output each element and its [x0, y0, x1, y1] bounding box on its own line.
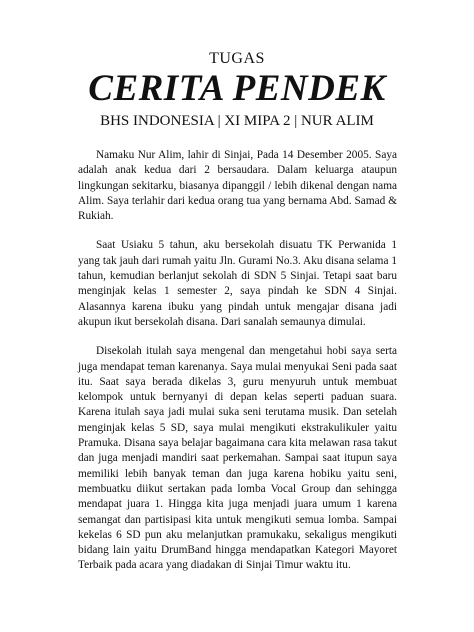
- paragraph-intro: Namaku Nur Alim, lahir di Sinjai, Pada 14 Desember 2005. Saya adalah anak kedua dari 2 bersaudara. Dalam keluarga ataupun lingkungan sekitarku, biasanya dipanggil / lebih dikenal dengan nama Alim. Saya terlahir dari kedua orang tua yang bernama Abd. Samad & Rukiah.: [78, 149, 397, 223]
- document-subtitle: BHS INDONESIA | XI MIPA 2 | NUR ALIM: [100, 113, 374, 129]
- story-body: [78, 148, 397, 588]
- paragraph-hobby: Disekolah itulah saya mengenal dan mengetahui hobi saya serta juga mendapat teman karenanya. Saya mulai menyukai Seni pada saat itu. Saat saya berada dikelas 3, guru menyuruh untuk membuat kelompok untuk bernyanyi di depan kelas seperti paduan suara. Karena itulah saya jadi mulai suka seni terutama musik. Dan setelah menginjak kelas 5 SD, saya mulai mengikuti ekstrakulikuler yaitu Pramuka. Disana saya belajar bagaimana cara kita melawan rasa takut dan juga menjadi mandiri saat perkemahan. Sampai saat itupun saya memiliki lebih banyak teman dan juga karena hobiku yaitu seni, membuatku diikut sertakan pada lomba Vocal Group dan sehingga mendapat juara 1. Hingga kita juga menjadi juara umum 1 karena semangat dan partisipasi kita untuk mengikuti semua lomba. Sampai kekelas 6 SD pun aku melanjutkan pramukaku, sekaligus mengikuti bidang lain yaitu DrumBand hingga mendapatkan Kategori Mayoret Terbaik pada acara yang diadakan di Sinjai Timur waktu itu.: [78, 345, 397, 572]
- assignment-label: TUGAS: [209, 50, 265, 67]
- document-title: CERITA PENDEK: [88, 68, 386, 109]
- paragraph-school: Saat Usiaku 5 tahun, aku bersekolah disuatu TK Perwanida 1 yang tak jauh dari rumah yaitu Jln. Gurami No.3. Aku disana selama 1 tahun, kemudian berlanjut sekolah di SDN 5 Sinjai. Tetapi saat baru menginjak kelas 1 semester 2, saya pindah ke SDN 4 Sinjai. Alasannya karena ibuku yang pindah untuk mengajar disana jadi akupun ikut bersekolah disana. Dari sanalah semaunya dimulai.: [78, 239, 397, 328]
- document-header: [0, 50, 474, 130]
